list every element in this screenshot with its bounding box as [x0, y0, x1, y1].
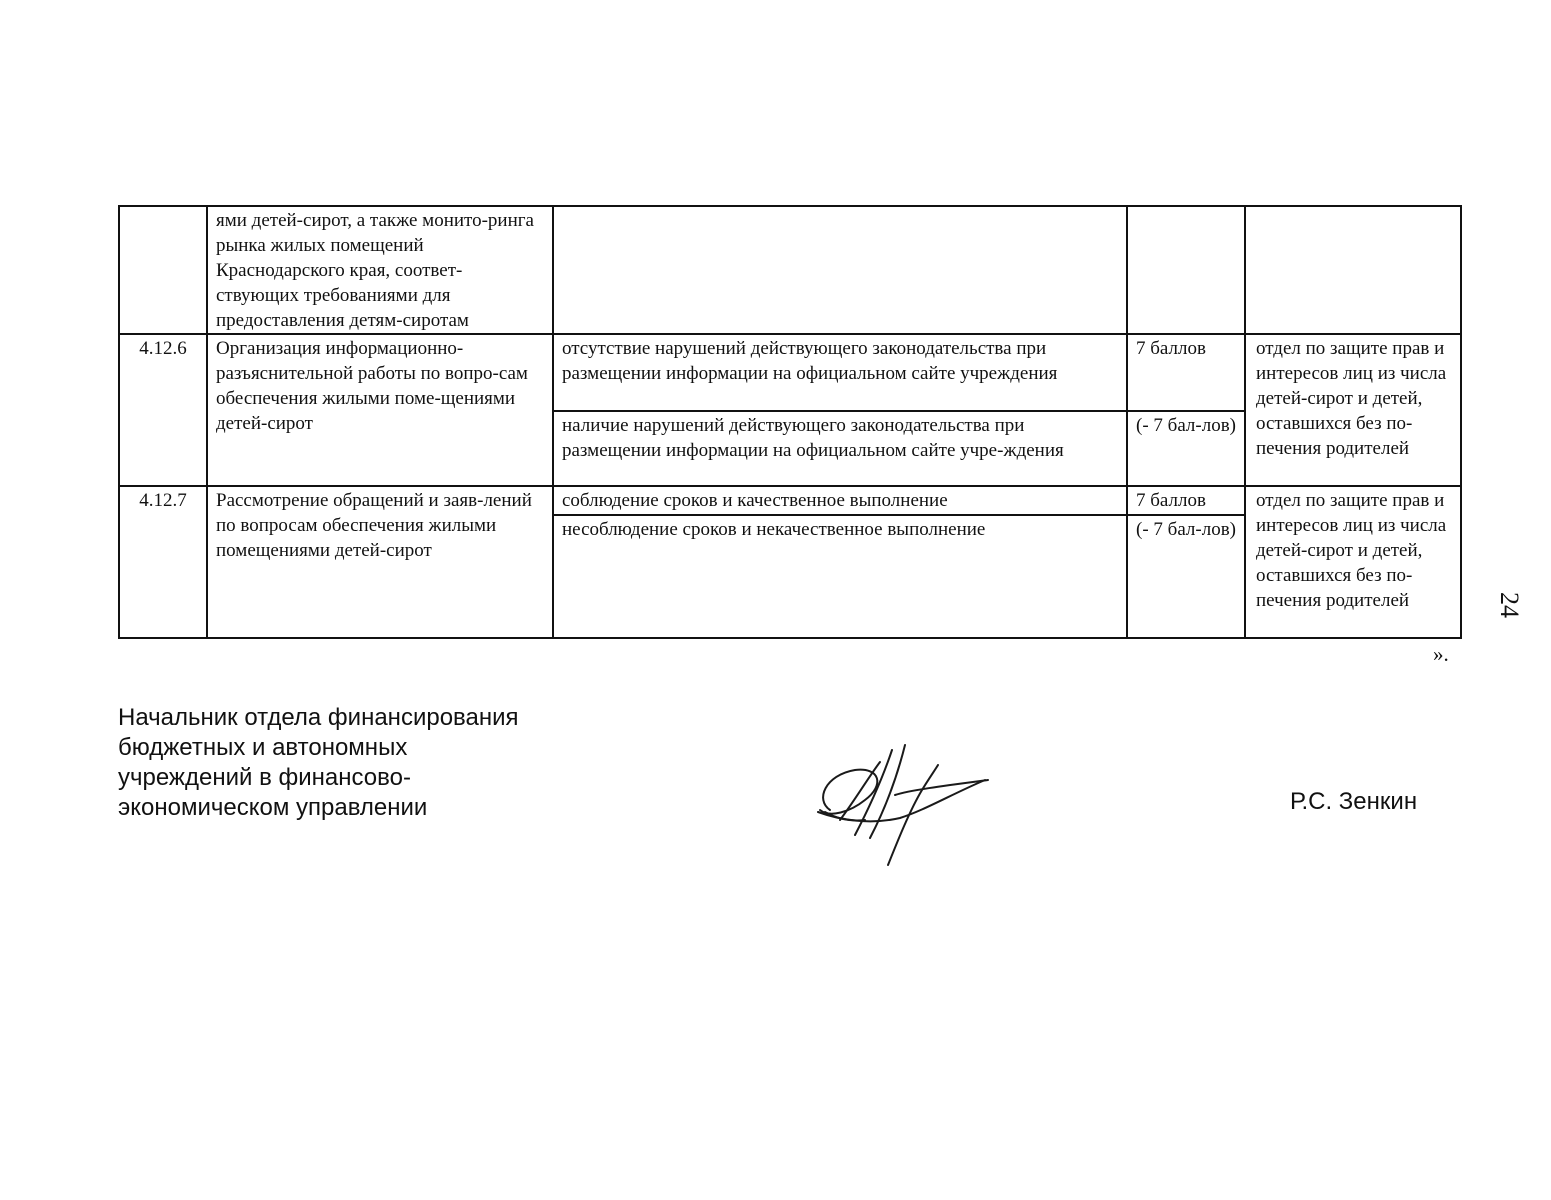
- criterion-text: несоблюдение сроков и некачественное выполнение: [553, 515, 1127, 638]
- indicator-name: ями детей-сирот, а также монито-ринга рынка жилых помещений Краснодарского края, соответ-ствующих требованиями для предоставления детям-сиротам: [207, 206, 553, 334]
- row-number: [119, 206, 207, 334]
- table-row: [119, 486, 1461, 515]
- responsible-department: отдел по защите прав и интересов лиц из числа детей-сирот и детей, оставшихся без по-печения родителей: [1245, 486, 1461, 638]
- table-row: [119, 334, 1461, 411]
- table-row: [119, 206, 1461, 334]
- page-number: 24: [1495, 592, 1524, 618]
- criteria-table: [118, 205, 1462, 639]
- signatory-title: [118, 703, 598, 823]
- criterion-score: 7 баллов: [1127, 334, 1245, 411]
- criterion-text: отсутствие нарушений действующего законодательства при размещении информации на официальном сайте учреждения: [553, 334, 1127, 411]
- signatory-title-line: учреждений в финансово-: [118, 764, 411, 791]
- indicator-name: Организация информационно-разъяснительной работы по вопро-сам обеспечения жилыми поме-щениями детей-сирот: [207, 334, 553, 486]
- criterion-score: (- 7 бал-лов): [1127, 411, 1245, 486]
- criterion-text: наличие нарушений действующего законодательства при размещении информации на официальном сайте учре-ждения: [553, 411, 1127, 486]
- criterion-score: 7 баллов: [1127, 486, 1245, 515]
- signatory-name: Р.С. Зенкин: [1290, 788, 1418, 815]
- signatory-title-line: экономическом управлении: [118, 794, 428, 821]
- responsible-department: [1245, 206, 1461, 334]
- indicator-name: Рассмотрение обращений и заяв-лений по вопросам обеспечения жилыми помещениями детей-сирот: [207, 486, 553, 638]
- signatory-title-line: Начальник отдела финансирования: [118, 704, 519, 731]
- responsible-department: отдел по защите прав и интересов лиц из числа детей-сирот и детей, оставшихся без по-печения родителей: [1245, 334, 1461, 486]
- criterion-text: [553, 206, 1127, 334]
- row-number: 4.12.6: [119, 334, 207, 486]
- criterion-text: соблюдение сроков и качественное выполнение: [553, 486, 1127, 515]
- criterion-score: [1127, 206, 1245, 334]
- handwritten-signature: [810, 740, 1000, 870]
- signatory-title-line: бюджетных и автономных: [118, 734, 408, 761]
- closing-quote: ».: [1433, 642, 1449, 666]
- row-number: 4.12.7: [119, 486, 207, 638]
- criterion-score: (- 7 бал-лов): [1127, 515, 1245, 638]
